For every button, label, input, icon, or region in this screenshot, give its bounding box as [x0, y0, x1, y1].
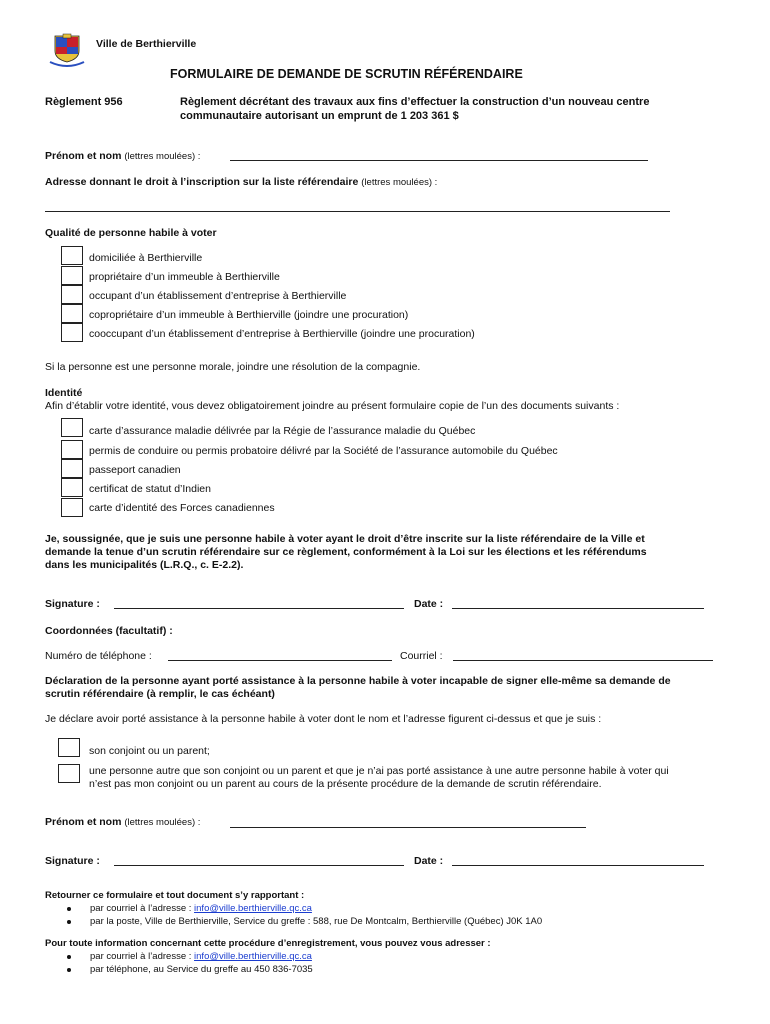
phone-label: Numéro de téléphone :	[45, 650, 152, 662]
city-name: Ville de Berthierville	[96, 38, 197, 50]
assistant-name-label: Prénom et nom	[45, 816, 122, 828]
assistant-signature-label: Signature :	[45, 855, 100, 867]
name-field-label	[45, 150, 200, 162]
checkbox-cooccupant[interactable]	[61, 323, 83, 342]
qualite-option-label: copropriétaire d’un immeuble à Berthierville (joindre une procuration)	[89, 309, 409, 321]
info-heading: Pour toute information concernant cette procédure d’enregistrement, vous pouvez vous adresser :	[45, 938, 491, 949]
declaration-line2: demande la tenue d’un scrutin référendaire sur ce règlement, conformément à la Loi sur les élections et les référendums	[45, 546, 647, 558]
checkbox-passeport[interactable]	[61, 459, 83, 478]
name-label: Prénom et nom	[45, 150, 122, 162]
retour-item-email	[90, 903, 312, 914]
address-input-line[interactable]	[45, 211, 670, 212]
identite-option-label: carte d’identité des Forces canadiennes	[89, 502, 275, 514]
info-item-telephone: par téléphone, au Service du greffe au 450 836-7035	[90, 964, 313, 975]
assistant-name-input-line[interactable]	[230, 827, 586, 828]
info-email-link[interactable]: info@ville.berthierville.qc.ca	[194, 951, 312, 962]
assistance-heading-line1: Déclaration de la personne ayant porté assistance à la personne habile à voter incapable de signer elle-même sa demande de	[45, 675, 671, 687]
checkbox-permis-conduire[interactable]	[61, 440, 83, 459]
assistance-intro: Je déclare avoir porté assistance à la personne habile à voter dont le nom et l’adresse figurent ci-dessus et que je suis :	[45, 713, 602, 725]
retour-email-prefix: par courriel à l’adresse :	[90, 903, 192, 914]
assistance-heading-line2: scrutin référendaire (à remplir, le cas échéant)	[45, 688, 275, 700]
identite-heading: Identité	[45, 387, 83, 399]
assistant-date-input-line[interactable]	[452, 865, 704, 866]
checkbox-forces-canadiennes[interactable]	[61, 498, 83, 517]
assistant-date-label: Date :	[414, 855, 444, 867]
address-label: Adresse donnant le droit à l’inscription sur la liste référendaire	[45, 176, 359, 188]
checkbox-coproprietaire[interactable]	[61, 304, 83, 323]
retour-item-poste: par la poste, Ville de Berthierville, Service du greffe : 588, rue De Montcalm, Berthierville (Québec) J0K 1A0	[90, 916, 543, 927]
signature-label: Signature :	[45, 598, 100, 610]
bullet-icon	[67, 920, 71, 924]
bullet-icon	[67, 907, 71, 911]
identite-intro: Afin d’établir votre identité, vous devez obligatoirement joindre au présent formulaire copie de l’un des documents suivants :	[45, 400, 620, 412]
checkbox-occupant[interactable]	[61, 285, 83, 304]
personne-morale-note: Si la personne est une personne morale, joindre une résolution de la compagnie.	[45, 361, 421, 373]
coordonnees-heading: Coordonnées (facultatif) :	[45, 625, 173, 637]
email-input-line[interactable]	[453, 660, 713, 661]
assistance-option2-line1: une personne autre que son conjoint ou un parent et que je n’ai pas porté assistance à une autre personne habile à voter qui	[89, 765, 669, 777]
retour-heading: Retourner ce formulaire et tout document s’y rapportant :	[45, 890, 305, 901]
identite-option-label: permis de conduire ou permis probatoire délivré par la Société de l’assurance automobile du Québec	[89, 445, 558, 457]
identite-option-label: carte d’assurance maladie délivrée par la Régie de l’assurance maladie du Québec	[89, 425, 476, 437]
address-field-label	[45, 176, 437, 188]
checkbox-proprietaire[interactable]	[61, 266, 83, 285]
checkbox-autre-personne[interactable]	[58, 764, 80, 783]
retour-email-link[interactable]: info@ville.berthierville.qc.ca	[194, 903, 312, 914]
bullet-icon	[67, 955, 71, 959]
checkbox-statut-indien[interactable]	[61, 478, 83, 497]
info-item-email	[90, 951, 312, 962]
reglement-desc-line1: Règlement décrétant des travaux aux fins d’effectuer la construction d’un nouveau centre	[180, 96, 650, 108]
identite-option-label: certificat de statut d’Indien	[89, 483, 211, 495]
date-label: Date :	[414, 598, 444, 610]
address-hint: (lettres moulées) :	[361, 177, 438, 188]
assistance-option1-label: son conjoint ou un parent;	[89, 745, 210, 757]
qualite-option-label: cooccupant d’un établissement d’entreprise à Berthierville (joindre une procuration)	[89, 328, 475, 340]
identite-option-label: passeport canadien	[89, 464, 181, 476]
qualite-option-label: domiciliée à Berthierville	[89, 252, 203, 264]
email-label: Courriel :	[400, 650, 443, 662]
phone-input-line[interactable]	[168, 660, 392, 661]
info-email-prefix: par courriel à l’adresse :	[90, 951, 192, 962]
checkbox-conjoint-parent[interactable]	[58, 738, 80, 757]
signature-input-line[interactable]	[114, 608, 404, 609]
reglement-label: Règlement 956	[45, 96, 123, 108]
qualite-option-label: occupant d’un établissement d’entreprise à Berthierville	[89, 290, 347, 302]
name-hint: (lettres moulées) :	[124, 151, 201, 162]
assistance-option2-line2: n’est pas mon conjoint ou un parent au cours de la présente procédure de la demande de scrutin référendaire.	[89, 778, 602, 790]
assistant-signature-input-line[interactable]	[114, 865, 404, 866]
city-coat-of-arms-logo	[46, 32, 88, 68]
assistant-name-field-label	[45, 816, 200, 828]
name-input-line[interactable]	[230, 160, 648, 161]
qualite-option-label: propriétaire d’un immeuble à Berthierville	[89, 271, 280, 283]
declaration-line3: dans les municipalités (L.R.Q., c. E-2.2).	[45, 559, 244, 571]
form-title: FORMULAIRE DE DEMANDE DE SCRUTIN RÉFÉRENDAIRE	[170, 67, 523, 81]
bullet-icon	[67, 968, 71, 972]
reglement-desc-line2: communautaire autorisant un emprunt de 1 203 361 $	[180, 110, 459, 122]
declaration-line1: Je, soussignée, que je suis une personne habile à voter ayant le droit d’être inscrite sur la liste référendaire de la Ville et	[45, 533, 645, 545]
checkbox-carte-assurance-maladie[interactable]	[61, 418, 83, 437]
date-input-line[interactable]	[452, 608, 704, 609]
assistant-name-hint: (lettres moulées) :	[124, 817, 201, 828]
qualite-heading: Qualité de personne habile à voter	[45, 227, 217, 239]
checkbox-domicilie[interactable]	[61, 246, 83, 265]
